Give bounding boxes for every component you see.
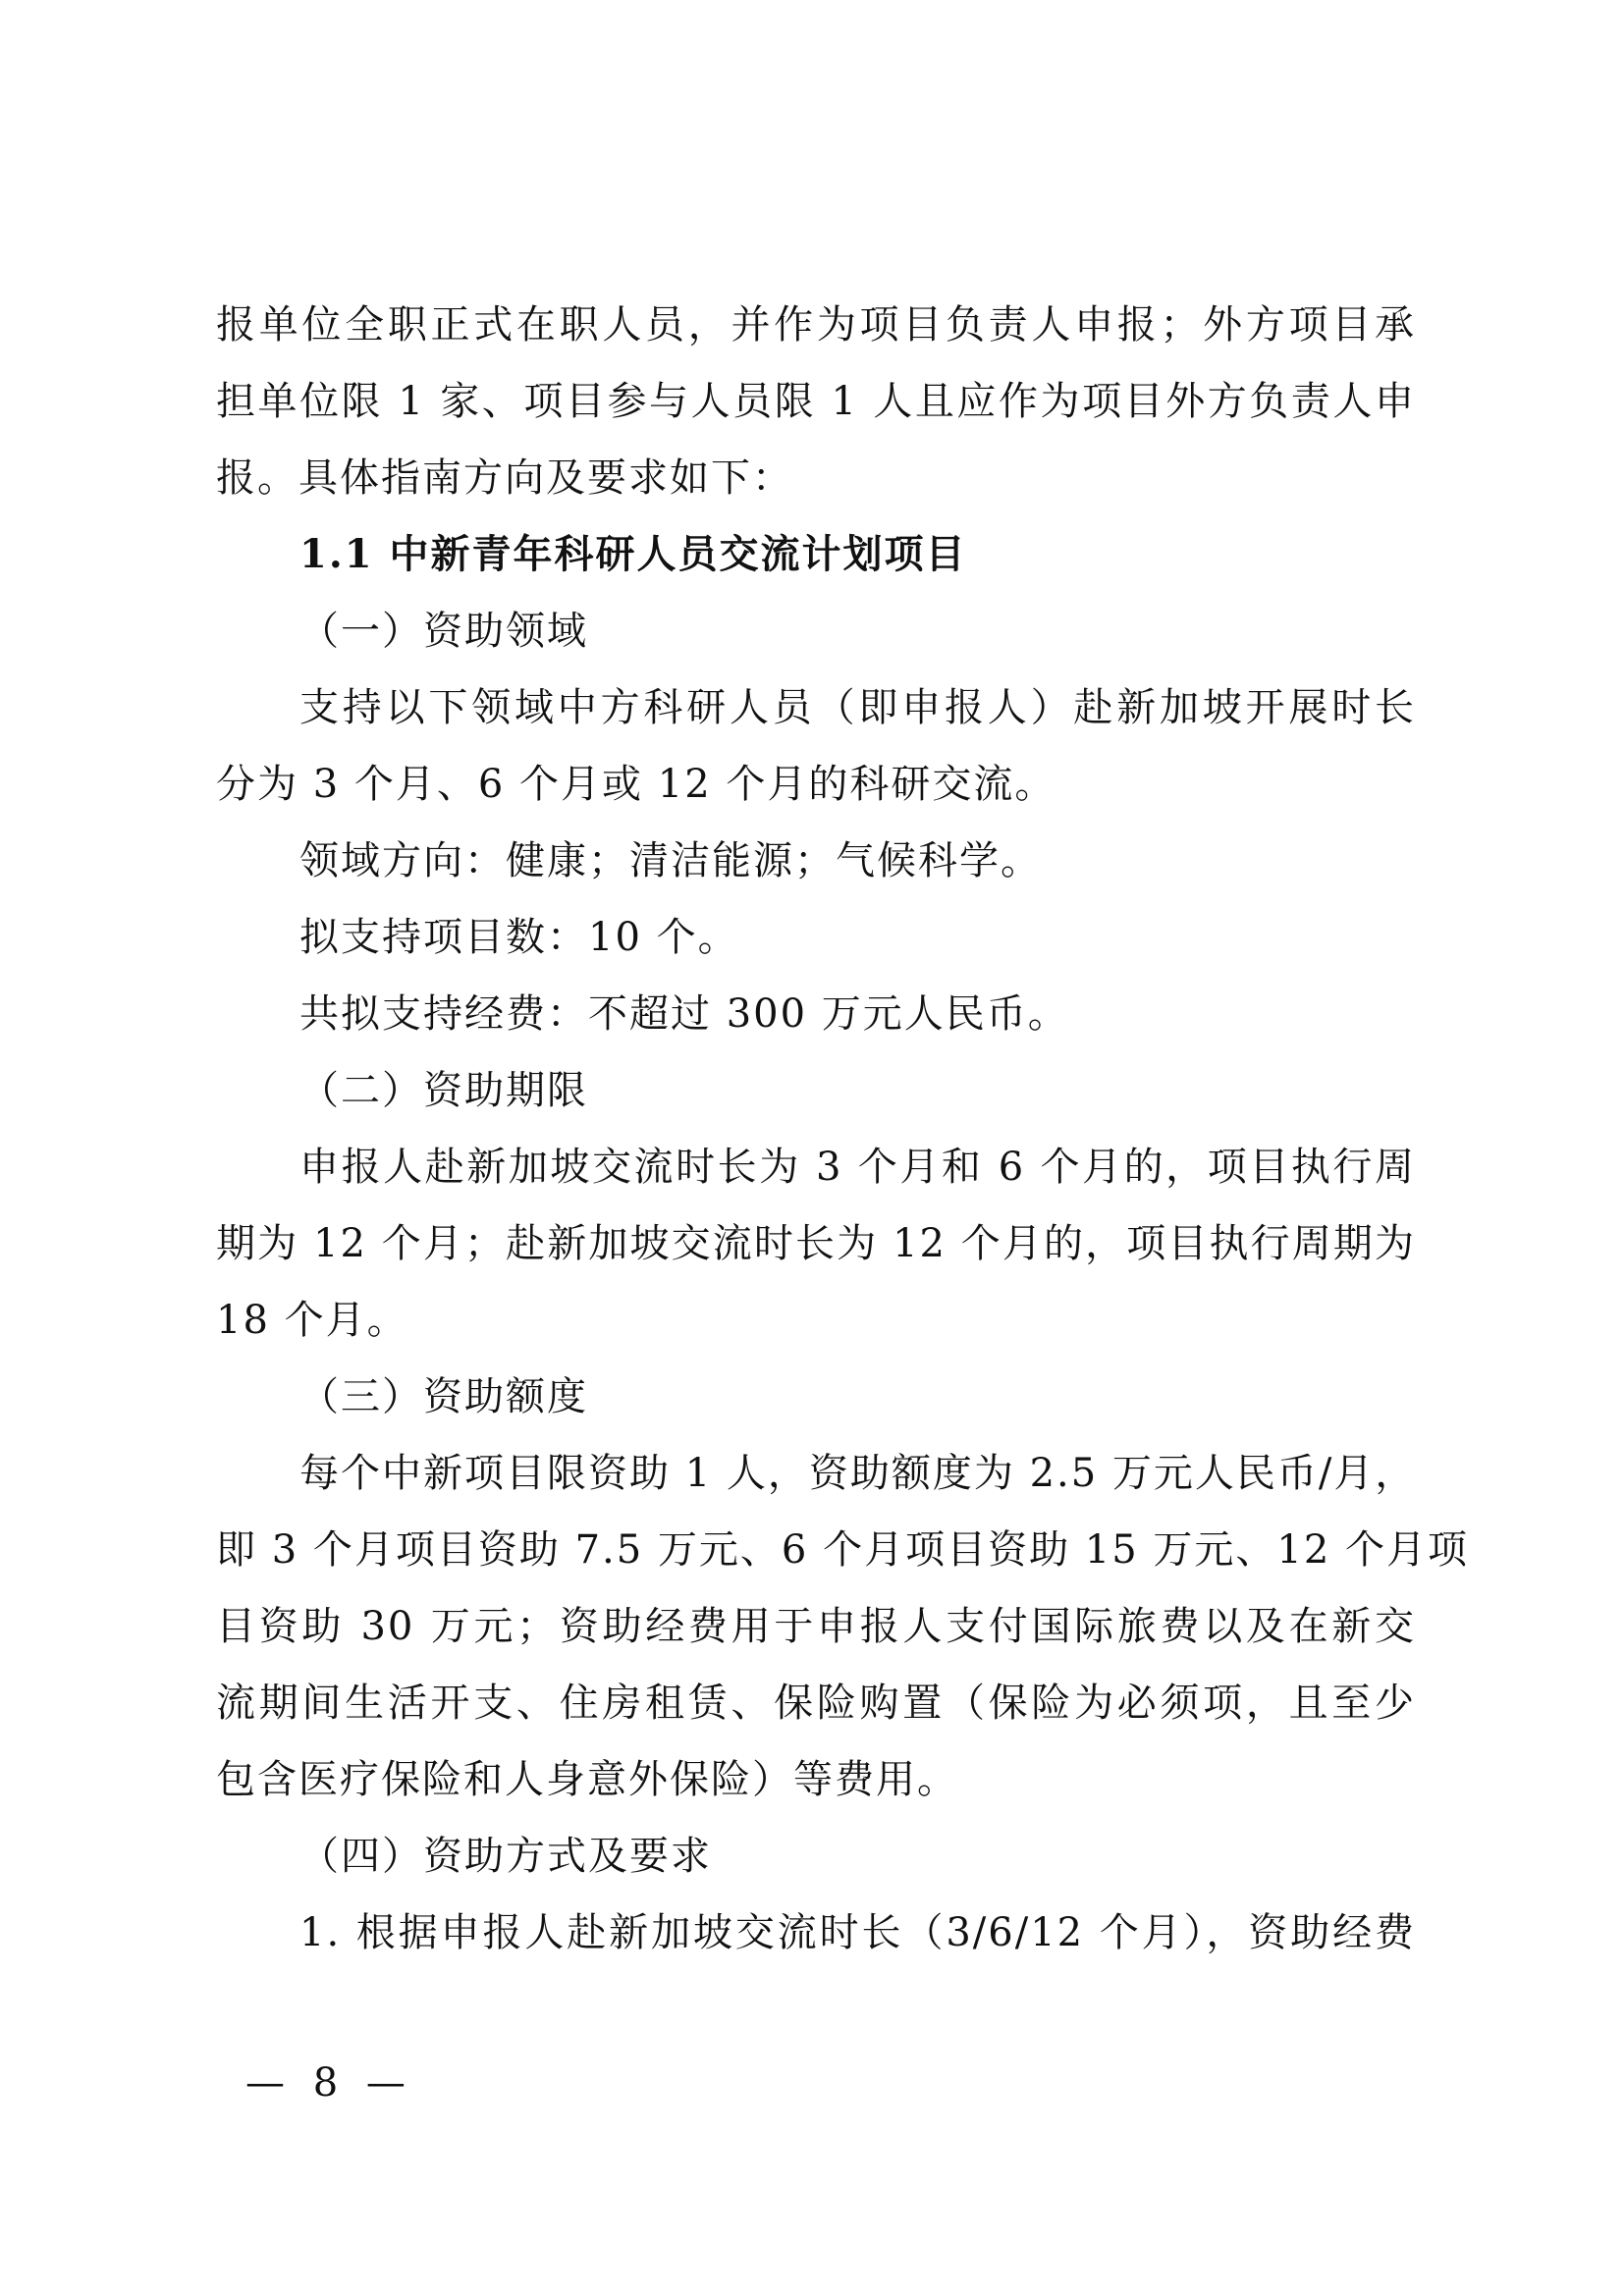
funding-period-line-1: 申报人赴新加坡交流时长为 3 个月和 6 个月的，项目执行周	[299, 1145, 1416, 1190]
funding-amount-line-1: 每个中新项目限资助 1 人，资助额度为 2.5 万元人民币/月，	[299, 1451, 1417, 1496]
funding-amount-line-3: 目资助 30 万元；资助经费用于申报人支付国际旅费以及在新交	[216, 1604, 1416, 1649]
page-number: — 8 —	[245, 2060, 413, 2106]
planned-funding-amount: 共拟支持经费：不超过 300 万元人民币。	[299, 991, 1069, 1037]
section-heading: 1.1 中新青年科研人员交流计划项目	[299, 531, 967, 577]
funding-field-line-1: 支持以下领域中方科研人员（即申报人）赴新加坡开展时长	[299, 685, 1416, 730]
funding-period-line-3: 18 个月。	[216, 1298, 408, 1343]
planned-project-count: 拟支持项目数：10 个。	[299, 915, 739, 960]
subsection-heading-funding-amount: （三）资助额度	[299, 1374, 588, 1419]
paragraph-line-3: 报。具体指南方向及要求如下：	[216, 455, 793, 501]
subsection-heading-funding-field: （一）资助领域	[299, 609, 588, 654]
funding-amount-line-5: 包含医疗保险和人身意外保险）等费用。	[216, 1757, 958, 1802]
subsection-heading-funding-period: （二）资助期限	[299, 1068, 588, 1113]
paragraph-line-2: 担单位限 1 家、项目参与人员限 1 人且应作为项目外方负责人申	[216, 379, 1416, 424]
funding-field-line-2: 分为 3 个月、6 个月或 12 个月的科研交流。	[216, 762, 1056, 807]
funding-method-line-1: 1. 根据申报人赴新加坡交流时长（3/6/12 个月），资助经费	[299, 1910, 1416, 1955]
field-direction: 领域方向：健康；清洁能源；气候科学。	[299, 838, 1042, 883]
funding-period-line-2: 期为 12 个月；赴新加坡交流时长为 12 个月的，项目执行周期为	[216, 1221, 1416, 1266]
funding-amount-line-4: 流期间生活开支、住房租赁、保险购置（保险为必须项，且至少	[216, 1681, 1416, 1726]
paragraph-line-1: 报单位全职正式在职人员，并作为项目负责人申报；外方项目承	[216, 302, 1416, 347]
subsection-heading-funding-method: （四）资助方式及要求	[299, 1834, 712, 1879]
funding-amount-line-2: 即 3 个月项目资助 7.5 万元、6 个月项目资助 15 万元、12 个月项	[216, 1527, 1470, 1573]
